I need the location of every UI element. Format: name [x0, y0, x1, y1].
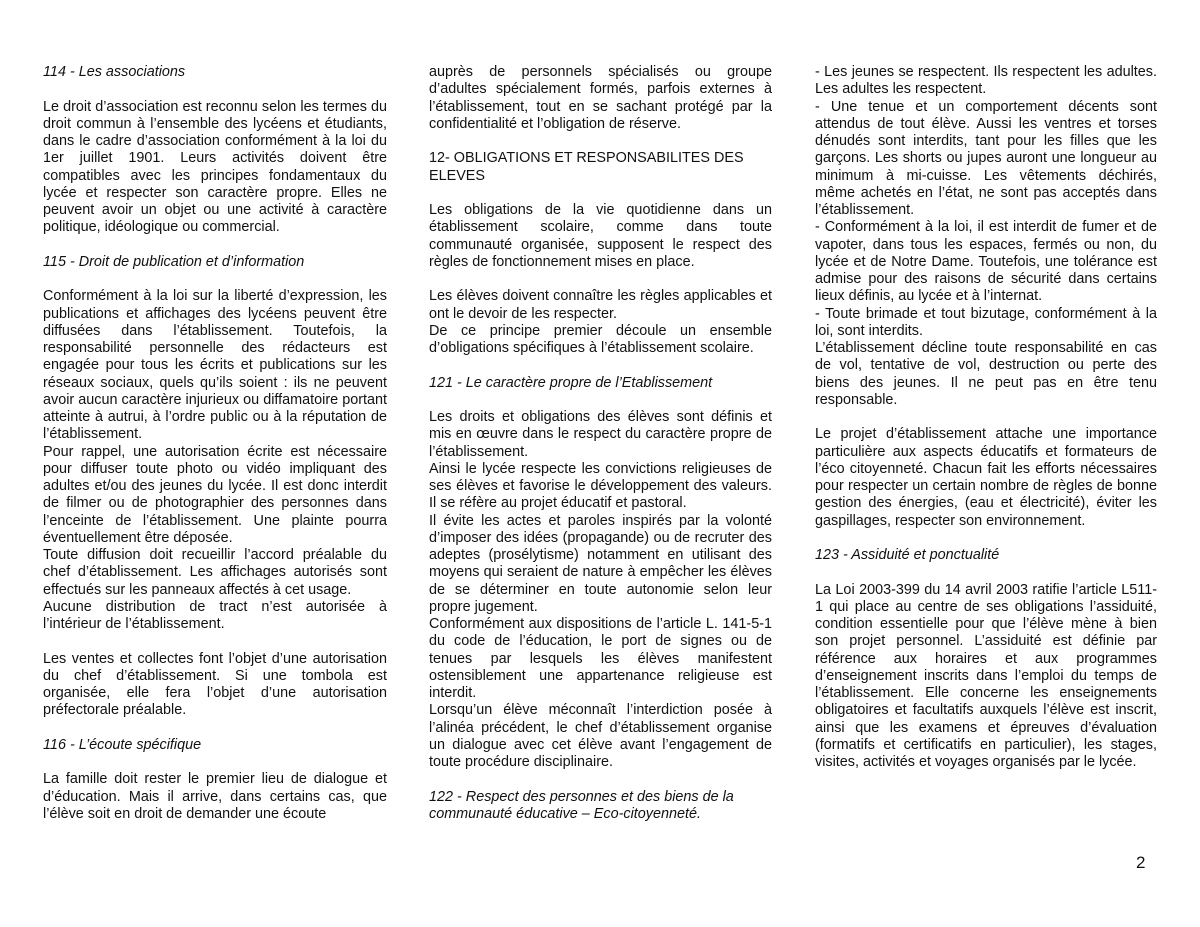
text-column-middle [429, 64, 772, 823]
body-paragraph: Le droit d’association est reconnu selon les termes du droit commun à l’ensemble des lycéens et étudiants, dans le cadre d’association conformément à la loi du 1er juillet 1901. Leurs activités doivent être compatibles avec les principes fondamentaux du lycée et respecter son caractère propre. Elles ne peuvent avoir un objet ou une activité à caractère politique, idéologique ou commercial. [43, 98, 387, 236]
body-paragraph: Conformément aux dispositions de l’article L. 141-5-1 du code de l’éducation, le port de signes ou de tenues par lesquels les élèves manifestent ostensiblement une appartenance religieuse est interdit. [429, 616, 772, 701]
paragraph-spacer [429, 185, 772, 202]
paragraph-spacer [429, 771, 772, 788]
body-paragraph: Le projet d’établissement attache une importance particulière aux aspects éducatifs et formateurs de l’éco citoyenneté. Chacun fait les efforts nécessaires pour respecter un certain nombre de règles de bonne gestion des énergies, (eau et électricité), éviter les gaspillages, respecter son environnement. [815, 426, 1157, 529]
section-heading: 123 - Assiduité et ponctualité [815, 547, 1000, 563]
paragraph-spacer [43, 237, 387, 254]
body-paragraph: Les droits et obligations des élèves sont définis et mis en œuvre dans le respect du caractère propre de l’établissement. [429, 409, 772, 460]
paragraph-spacer [43, 271, 387, 288]
paragraph-spacer [429, 133, 772, 150]
paragraph-spacer [43, 633, 387, 650]
paragraph-spacer [429, 271, 772, 288]
body-paragraph: Conformément à la loi sur la liberté d’expression, les publications et affichages des lycéens peuvent être diffusées dans l’établissement. Toutefois, la responsabilité personnelle des rédacteurs est engagée pour tous les écrits et publications sur les réseaux sociaux, quels qu’ils soient : ils ne peuvent avoir aucun caractère injurieux ou diffamatoire portant atteinte à autrui, à l’ordre public ou à la réputation de l’établissement. [43, 288, 387, 443]
body-paragraph: Les élèves doivent connaître les règles applicables et ont le devoir de les respecter. [429, 288, 772, 322]
body-paragraph: - Toute brimade et tout bizutage, conformément à la loi, sont interdits. [815, 305, 1157, 339]
paragraph-spacer [429, 357, 772, 374]
page-number: 2 [1136, 853, 1146, 872]
body-paragraph: - Une tenue et un comportement décents sont attendus de tout élève. Aussi les ventres et torses dénudés sont interdits, tant pour les filles que les garçons. Les shorts ou jupes auront une longueur au minimum à mi-cuisse. Les vêtements déchirés, même achetés en l’état, ne sont pas acceptés dans l’établissement. [815, 98, 1157, 218]
section-heading: 115 - Droit de publication et d’information [43, 253, 305, 270]
body-paragraph: La famille doit rester le premier lieu de dialogue et d’éducation. Mais il arrive, dans certains cas, que l’élève soit en droit de demander une écoute [43, 771, 387, 822]
paragraph-spacer [815, 564, 1157, 581]
body-paragraph: Il évite les actes et paroles inspirés par la volonté d’imposer des idées (propagande) ou de recruter des adeptes (prosélytisme) notamment en utilisant des moyens qui seraient de nature à empêcher les élèves de se déterminer en toute autonomie selon leur propre jugement. [429, 512, 772, 615]
body-paragraph: - Conformément à la loi, il est interdit de fumer et de vapoter, dans tous les espaces, fermés ou non, du lycée et de Notre Dame. Toutefois, une tolérance est admise pour des raisons de sécurité dans certains lieux définis, au lycée et à l’internat. [815, 219, 1157, 305]
body-paragraph: Les obligations de la vie quotidienne dans un établissement scolaire, comme dans toute communauté organisée, supposent le respect des règles de fonctionnement mises en place. [429, 202, 772, 270]
body-paragraph: Aucune distribution de tract n’est autorisée à l’intérieur de l’établissement. [43, 598, 387, 632]
body-paragraph: Toute diffusion doit recueillir l’accord préalable du chef d’établissement. Les affichages autorisés sont effectués sur les panneaux affectés à cet usage. [43, 547, 387, 598]
paragraph-spacer [815, 409, 1157, 426]
text-column-left [43, 64, 387, 823]
body-paragraph: Lorsqu’un élève méconnaît l’interdiction posée à l’alinéa précédent, le chef d’établissement organise un dialogue avec cet élève avant l’engagement de toute procédure disciplinaire. [429, 702, 772, 770]
text-column-right [815, 64, 1157, 771]
body-paragraph: auprès de personnels spécialisés ou groupe d’adultes spécialement formés, parfois externes à l’établissement, tout en se sachant protégé par la confidentialité et l’obligation de réserve. [429, 64, 772, 132]
body-paragraph: Ainsi le lycée respecte les convictions religieuses de ses élèves et favorise le développement des valeurs. Il se réfère au projet éducatif et pastoral. [429, 460, 772, 512]
body-paragraph: Les ventes et collectes font l’objet d’une autorisation du chef d’établissement. Si une tombola est organisée, elle fera l’objet d’une autorisation préfectorale préalable. [43, 650, 387, 719]
body-paragraph: La Loi 2003-399 du 14 avril 2003 ratifie l’article L511-1 qui place au centre de ses obligations l’assiduité, condition essentielle pour que l’élève mène à bien son projet personnel. L’assiduité est définie par référence aux horaires et aux programmes d’enseignement inscrits dans l’emploi du temps de l’établissement. Elle concerne les enseignements obligatoires et facultatifs auxquels l’élève est inscrit, ainsi que les examens et épreuves d’évaluation (formatifs et certificatifs en particulier), les stages, visites, activités et voyages organisés par le lycée. [815, 581, 1157, 770]
chapter-heading: 12- OBLIGATIONS ET RESPONSABILITES DES ELEVES [429, 150, 744, 184]
body-paragraph: L’établissement décline toute responsabilité en cas de vol, tentative de vol, destruction ou perte des biens des jeunes. Il ne peut pas en être tenu responsable. [815, 340, 1157, 408]
section-heading: 116 - L’écoute spécifique [43, 736, 202, 753]
section-heading: 114 - Les associations [43, 64, 186, 80]
section-heading: 122 - Respect des personnes et des biens de la communauté éducative – Eco-citoyenneté. [429, 788, 734, 822]
body-paragraph: De ce principe premier découle un ensemble d’obligations spécifiques à l’établissement scolaire. [429, 322, 772, 356]
paragraph-spacer [43, 81, 387, 98]
body-paragraph: Pour rappel, une autorisation écrite est nécessaire pour diffuser toute photo ou vidéo impliquant des adultes et/ou des jeunes du lycée. Il est donc interdit de filmer ou de photographier des personnes dans l’enceinte de l’établissement. Une plainte pourra éventuellement être déposée. [43, 443, 387, 546]
paragraph-spacer [43, 754, 387, 771]
body-paragraph: - Les jeunes se respectent. Ils respectent les adultes. Les adultes les respectent. [815, 64, 1157, 98]
paragraph-spacer [429, 392, 772, 409]
section-heading: 121 - Le caractère propre de l’Etablissement [429, 374, 713, 391]
paragraph-spacer [815, 530, 1157, 547]
paragraph-spacer [43, 720, 387, 737]
